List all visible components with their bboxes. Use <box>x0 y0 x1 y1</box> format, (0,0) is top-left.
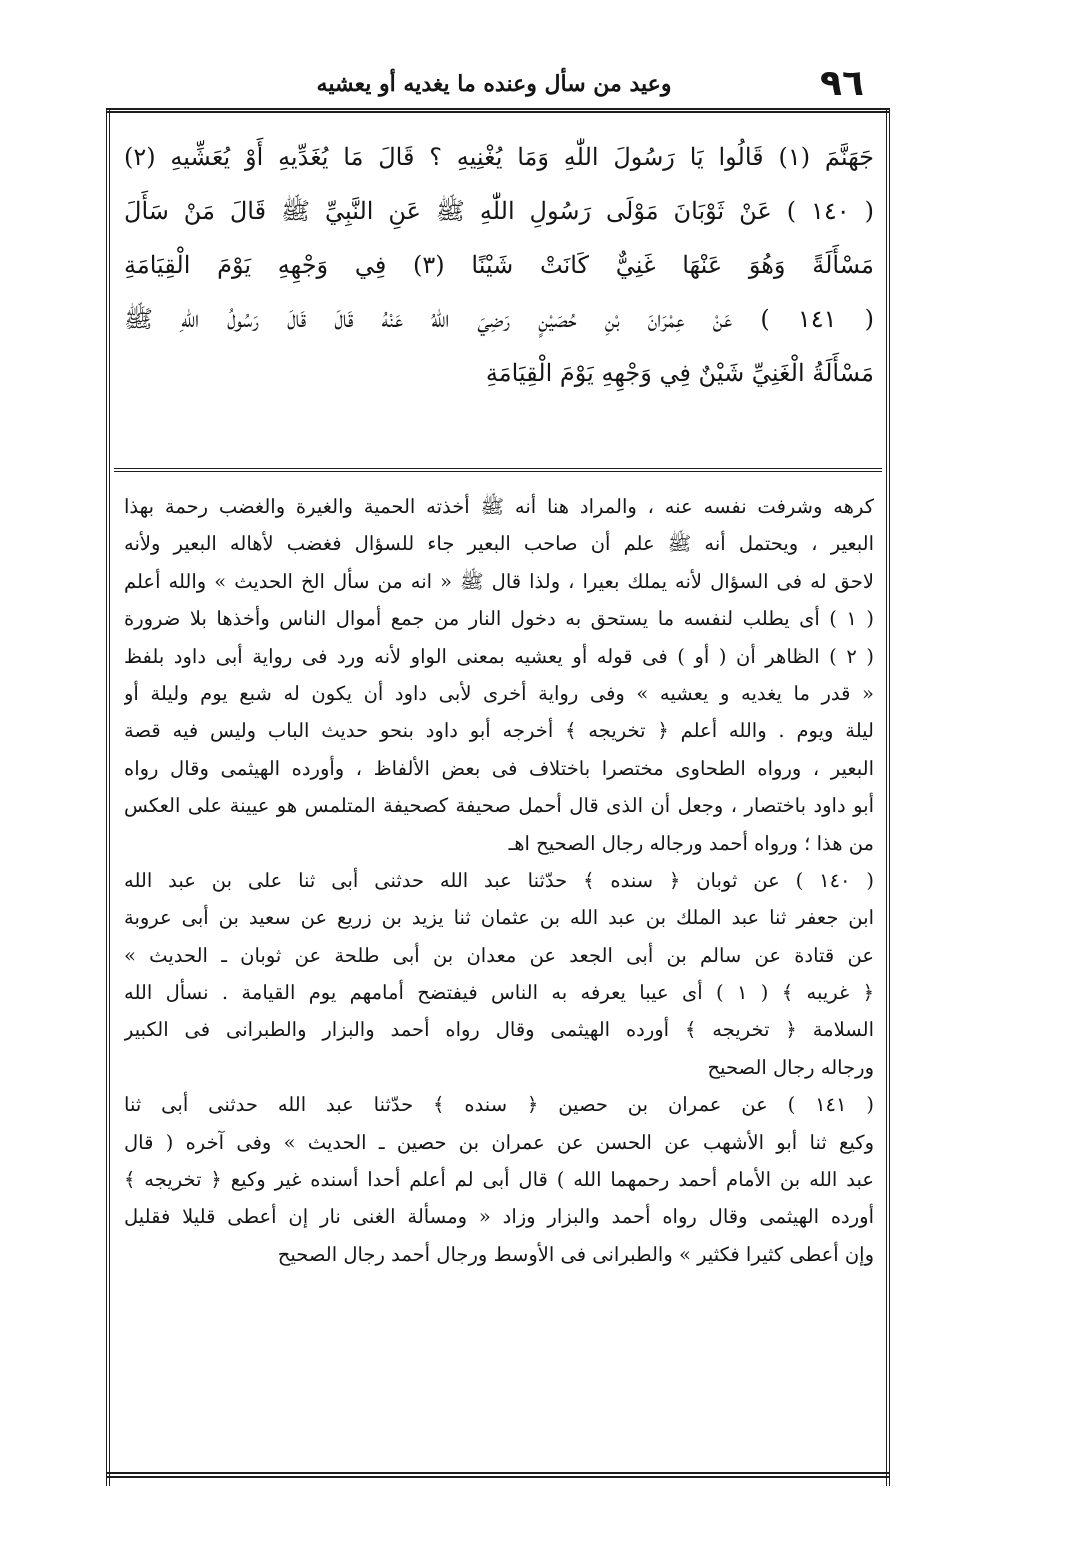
hadith-line: مَسْأَلَةُ الْغَنِيِّ شَيْنٌ فِي وَجْهِهِ يَوْمَ الْقِيَامَةِ <box>485 359 874 387</box>
commentary-line: ورجاله رجال الصحيح <box>707 1055 874 1079</box>
commentary-line: كرهه وشرفت نفسه عنه ، والمراد هنا أنه ﷺ أخذته الحمية والغيرة والغضب رحمة بهذا <box>124 495 874 518</box>
hadith-line: ( ١٤٠ ) عَنْ ثَوْبَانَ مَوْلَى رَسُولِ اللّٰهِ ﷺ عَنِ النَّبِيِّ ﷺ قَالَ مَنْ سَأَلَ <box>124 197 874 225</box>
commentary-line: عن قتادة عن سالم بن أبى الجعد عن معدان بن أبى طلحة عن ثوبان ـ الحديث » <box>124 943 874 967</box>
commentary-line: وكيع ثنا أبو الأشهب عن الحسن عن عمران بن حصين ـ الحديث » وفى آخره ( قال <box>124 1130 874 1154</box>
commentary-line: « قدر ما يغديه و يعشيه » وفى رواية أخرى لأبى داود أن يكون له شبع يوم وليلة أو <box>124 681 874 705</box>
commentary-line: السلامة ﴿ تخريجه ﴾ أورده الهيثمى وقال رواه أحمد والبزار والطبرانى فى الكبير <box>124 1018 874 1042</box>
commentary-line: البعير ، ورواه الطحاوى مختصرا باختلاف فى بعض الألفاظ ، وأورده الهيثمى وقال رواه <box>124 756 874 780</box>
page-number: ٩٦ <box>820 63 864 104</box>
hadith-line: جَهَنَّمَ (١) قَالُوا يَا رَسُولَ اللّٰهِ وَمَا يُغْنِيهِ ؟ قَالَ مَا يُغَدِّيهِ أَوْ يُعَشِّيهِ (٢) <box>124 143 874 171</box>
commentary-line: وإن أعطى كثيرا فكثير » والطبرانى فى الأوسط ورجال أحمد رجال الصحيح <box>277 1242 874 1266</box>
commentary-line: ( ١٤١ ) عن عمران بن حصين ﴿ سنده ﴾ حدّثنا عبد الله حدثنى أبى ثنا <box>124 1093 874 1117</box>
running-title: وعيد من سأل وعنده ما يغديه أو يعشيه <box>316 71 672 97</box>
commentary-line: أورده الهيثمى وقال رواه أحمد والبزار وزاد « ومسألة الغنى نار إن أعطى قليلا فقليل <box>124 1205 874 1229</box>
commentary-line: من هذا ؛ ورواه أحمد ورجاله رجال الصحيح اهـ <box>508 831 874 855</box>
commentary-line: ابن جعفر ثنا عبد الملك بن عبد الله بن عثمان ثنا يزيد بن زريع عن سعيد بن أبى عروبة <box>124 906 874 930</box>
hadith-text <box>124 130 874 400</box>
commentary-line: ( ٢ ) الظاهر أن ( أو ) فى قوله أو يعشيه بمعنى الواو لأنه ورد فى رواية أبى داود بلفظ <box>124 644 874 668</box>
commentary-text <box>124 488 874 1273</box>
commentary-line: لاحق له فى السؤال لأنه يملك بعيرا ، ولذا قال ﷺ « انه من سأل الخ الحديث » والله أعلم <box>124 569 874 593</box>
commentary-line: ( ١ ) أى يطلب لنفسه ما يستحق به دخول النار من جمع أموال الناس وأخذها بلا ضرورة <box>124 607 874 631</box>
hadith-line: مَسْأَلَةً وَهُوَ عَنْهَا غَنِيٌّ كَانَتْ شَيْنًا (٣) فِي وَجْهِهِ يَوْمَ الْقِيَامَةِ <box>124 251 874 279</box>
commentary-line: ليلة ويوم . والله أعلم ﴿ تخريجه ﴾ أخرجه أبو داود بنحو حديث الباب وليس فيه قصة <box>124 719 874 743</box>
commentary-line: ﴿ غريبه ﴾ ( ١ ) أى عيبا يعرفه به الناس فيفتضح أمامهم يوم القيامة . نسأل الله <box>124 981 874 1005</box>
frame-bottom-rule <box>106 1472 890 1478</box>
frame-top-rule <box>106 108 890 113</box>
commentary-line: عبد الله بن الأمام أحمد رحمهما الله ) قال أبى لم أعلم أحدا أسنده غير وكيع ﴿ تخريجه ﴾ <box>124 1168 874 1192</box>
commentary-line: أبو داود باختصار ، وجعل أن الذى قال أحمل صحيفة كصحيفة المتلمس هو عيينة على العكس <box>124 794 874 818</box>
section-divider <box>114 468 882 472</box>
page-header <box>118 62 870 106</box>
commentary-line: البعير ، ويحتمل أنه ﷺ علم أن صاحب البعير جاء للسؤال فغضب لأهاله البعير ولأنه <box>124 532 874 556</box>
commentary-line: ( ١٤٠ ) عن ثوبان ﴿ سنده ﴾ حدّثنا عبد الله حدثنى أبى ثنا على بن عبد الله <box>124 868 874 892</box>
hadith-line: ( ١٤١ ) عَنْ عِمْرَانَ بْنِ حُصَيْنٍ رَضِيَ اللّٰهُ عَنْهُ قَالَ قَالَ رَسُولُ اللّٰهِ ﷺ <box>124 305 874 333</box>
